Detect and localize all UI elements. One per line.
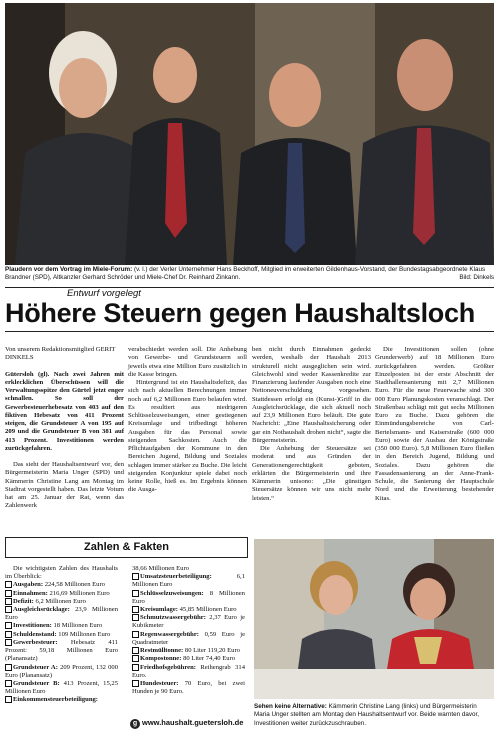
fact-label: Grundsteuer B: — [13, 679, 60, 687]
bottom-photo-caption — [254, 703, 494, 728]
fact-value: 413 Prozent, 15,25 Millionen Euro — [5, 679, 118, 696]
fact-value: 216,69 Millionen Euro — [49, 589, 110, 597]
fact-item — [132, 647, 245, 655]
web-link[interactable] — [130, 718, 243, 729]
article-paragraph: ben nicht durch Einnahmen gedeckt werden, weshalb der Haushalt 2013 strukturell nicht ausgeglichen sein wird. Gleichwohl sind weder Kassenkredite zur Finanzierung laufender Ausgaben noch eine Nettoneuverschuldung vorgesehen. Stattdessen erfolgt ein (Kunst-)Griff in die Ausgleichsrücklage, die sich aktuell noch auf 23,9 Millionen Euro beläuft. Die gute Nachricht: „Eine Haushaltssicherung oder gar ein Nothaushalt drohen nicht“, sagte die Bürgermeisterin. — [252, 346, 371, 444]
fact-value: 80 Liter 119,20 Euro — [184, 647, 240, 655]
article-paragraph: Das sieht der Haushaltsentwurf vor, den Bürgermeisterin Maria Unger (SPD) und Kämmerin Christine Lang am Montag im Stadtrat vorgestellt haben. Das letzte Votum hat am 25. Januar der Rat, wenn das Zahlenwerk — [5, 461, 124, 510]
checkbox-icon — [5, 622, 12, 629]
fact-item — [132, 606, 245, 614]
checkbox-icon — [5, 631, 12, 638]
article-paragraph: Die Anhebung der Steuersätze sei moderat und aus Gründen der Generationengerechtigkeit geboten, erklärten die Bürgermeisterin und ihre Kämmerin unisono: „Die günstigen Steuersätze können wir uns nicht mehr leisten.“ — [252, 445, 371, 502]
fact-item — [132, 655, 245, 663]
fact-item — [132, 573, 245, 589]
fact-label: Investitionen: — [13, 622, 52, 630]
web-link-text: www.haushalt.guetersloh.de — [142, 718, 244, 727]
fact-value: 6,2 Millionen Euro — [35, 597, 86, 605]
facts-column-right — [132, 565, 245, 696]
checkbox-icon — [132, 573, 139, 580]
fact-item — [132, 590, 245, 606]
facts-title: Zahlen & Fakten — [5, 537, 248, 558]
fact-item — [132, 614, 245, 630]
checkbox-icon — [132, 606, 139, 613]
checkbox-icon — [5, 606, 12, 613]
byline: Von unserem Redaktionsmitglied GERIT DINKELS — [5, 346, 116, 362]
checkbox-icon — [132, 680, 139, 687]
checkbox-icon — [5, 639, 12, 646]
fact-item — [5, 631, 118, 639]
fact-label: Ausgaben: — [13, 581, 44, 589]
checkbox-icon — [5, 664, 12, 671]
headline-rule — [5, 331, 494, 332]
fact-label: Ausgleichsrücklage: — [13, 606, 70, 614]
fact-item — [5, 696, 118, 704]
checkbox-icon — [5, 581, 12, 588]
caption-text: Kämmerin Christine Lang (links) und Bürgermeisterin Maria Unger stellten am Montag den Haushaltsentwurf vor. Beide warnten davor, Investitionen weiter zurückzuschrauben. — [254, 703, 480, 727]
fact-label: Einnahmen: — [13, 589, 48, 597]
fact-item — [5, 680, 118, 696]
article-paragraph: Hintergrund ist ein Haushaltsdefizit, das sich nach aktuellen Berechnungen immer noch auf 6,2 Millionen Euro belaufen wird. Es resultiert aus niedrigeren Schlüsselzuweisungen, einer gestiegenen Kreisumlage und trifbedingt höheren Ausgaben für das Personal sowie steigenden Sachkosten. Auch die Pflichtaufgaben der Kommune in den Bereichen Jugend, Bildung und Soziales schlagen immer stärker zu Buche. Die leicht steigenden Konjunktur spiele dabei noch keine Rolle, hieß es. Im Ergebnis können die Ausga- — [128, 379, 247, 494]
fact-label: Regenwassergebühr: — [140, 630, 199, 638]
facts-intro: Die wichtigsten Zahlen des Haushalts im Überblick: — [5, 565, 118, 581]
fact-label: Gewerbesteuer: — [13, 638, 58, 646]
article-lead: Gütersloh (gl). Nach zwei Jahren mit erklecklichen Überschüssen will die Verwaltungsspitze den Gürtel jetzt enger schnallen. So soll der Gewerbesteuerhebesatz von 403 auf den fiktiven Hebesatz von 411 Prozent steigen, die Grundsteuer A von 195 auf 209 und die Grundsteuer B von 381 auf 413 Prozent. Investitionen werden zurückgefahren. — [5, 370, 124, 452]
article-column-4 — [375, 346, 494, 503]
checkbox-icon — [132, 614, 139, 621]
fact-label: Friedhofsgebühren: — [140, 663, 196, 671]
checkbox-icon — [5, 680, 12, 687]
fact-value: 224,58 Millionen Euro — [44, 581, 105, 589]
fact-value: 8 Millionen Euro — [132, 589, 245, 605]
fact-item — [5, 622, 118, 630]
fact-value: 2,37 Euro je Kubikmeter — [132, 614, 245, 630]
fact-label: Schlüsselzuweisungen: — [140, 589, 204, 597]
fact-value: 109 Millionen Euro — [58, 630, 111, 638]
fact-label: Hundesteuer: — [140, 679, 179, 687]
checkbox-icon — [132, 590, 139, 597]
facts-column-left — [5, 565, 118, 705]
checkbox-icon — [132, 664, 139, 671]
top-photo-caption — [5, 266, 494, 283]
fact-label: Restmülltonne: — [140, 647, 184, 655]
photo-credit: Bild: Dinkels — [459, 274, 494, 282]
fact-value: 18 Millionen Euro — [53, 622, 103, 630]
fact-label: Kreisumlage: — [140, 606, 178, 614]
fact-item — [5, 581, 118, 589]
headline: Höhere Steuern gegen Haushaltsloch — [5, 298, 475, 328]
checkbox-icon — [132, 631, 139, 638]
caption-text: (v. l.) der Verler Unternehmer Hans Beckhoff, Mitglied im erweiterten Gildenhaus-Vorstand, der Bundestagsabgeordnete Klaus Brandner (SPD), Altkanzler Gerhard Schröder und Miele-Chef Dr. Reinhard Zinkann. — [5, 266, 486, 282]
fact-label: Kompostonne: — [140, 655, 182, 663]
fact-value: 80 Liter 74,40 Euro — [183, 655, 236, 663]
fact-label: Defizit: — [13, 597, 34, 605]
fact-value: 45,85 Millionen Euro — [179, 606, 237, 614]
kicker: Entwurf vorgelegt — [67, 288, 141, 299]
facts-box — [5, 537, 248, 737]
fact-label: Schmutzwassergebühr: — [140, 614, 206, 622]
checkbox-icon — [5, 598, 12, 605]
fact-value: Reihengrab 314 Euro. — [132, 663, 245, 679]
article-paragraph: Die Investitionen sollen (ohne Grunderwerb) auf 18 Millionen Euro zurückgefahren werden. Größter Einzelposten ist der erste Abschnitt der Stadthallensanierung mit 2,7 Millionen Euro. Für die neue Feuerwache sind 300 000 Euro Planungskosten veranschlagt. Der Straßenbau schlägt mit gut sechs Millionen Euro zu Buche. Dazu gehören die Einmündungsbereiche von Carl-Bertelsmann- und Kaiserstraße (600 000 Euro) sowie der Ausbau der Königstraße (350 000 Euro). 5,8 Millionen Euro fließen in den Bereich Jugend, Bildung und Soziales. Dazu gehören die Fassadensanierung an der Anne-Frank-Schule, die Sanierung der Hauptschule Nord und die Erweiterung bestehender Kitas. — [375, 346, 494, 502]
fact-item — [5, 590, 118, 598]
fact-value: 0,59 Euro je Quadratmeter — [132, 630, 245, 646]
bottom-photo — [254, 539, 494, 699]
checkbox-icon — [132, 647, 139, 654]
caption-lead: Plaudern vor dem Vortrag im Miele-Forum: — [5, 266, 133, 273]
fact-value: Hebesatz 411 Prozent: 59,18 Millionen Euro (Planansatz) — [5, 638, 118, 663]
caption-lead: Sehen keine Alternative: — [254, 703, 327, 710]
article-paragraph: verabschiedet werden soll. Die Anhebung von Gewerbe- und Grundsteuern soll jeweils etwa eine Million Euro zusätzlich in die Kasse bringen. — [128, 346, 247, 378]
fact-label: Umsatzsteuerbeteiligung: — [140, 573, 212, 581]
article-column-2 — [128, 346, 247, 495]
article-column-1 — [5, 346, 124, 511]
fact-value: 70 Euro, bei zwei Hunden je 90 Euro. — [132, 679, 245, 696]
checkbox-icon — [132, 655, 139, 662]
fact-item — [132, 680, 245, 696]
globe-icon: g — [130, 719, 140, 729]
fact-label: Schuldenstand: — [13, 630, 57, 638]
fact-label: Grundsteuer A: — [13, 663, 58, 671]
fact-item — [5, 598, 118, 606]
fact-value: 23,9 Millionen Euro — [5, 606, 118, 622]
fact-item — [5, 639, 118, 664]
fact-value: 209 Prozent, 132 000 Euro (Planansatz) — [5, 663, 118, 679]
fact-value: 6,1 Millionen Euro — [132, 573, 245, 589]
fact-label: Einkommensteuerbeteiligung: — [13, 696, 98, 704]
fact-item — [5, 664, 118, 680]
fact-item — [132, 631, 245, 647]
checkbox-icon — [5, 696, 12, 703]
top-photo — [5, 3, 494, 265]
checkbox-icon — [5, 590, 12, 597]
article-column-3 — [252, 346, 371, 503]
facts-carryover: 38,66 Millionen Euro — [132, 565, 189, 572]
fact-item — [5, 606, 118, 622]
fact-item — [132, 664, 245, 680]
